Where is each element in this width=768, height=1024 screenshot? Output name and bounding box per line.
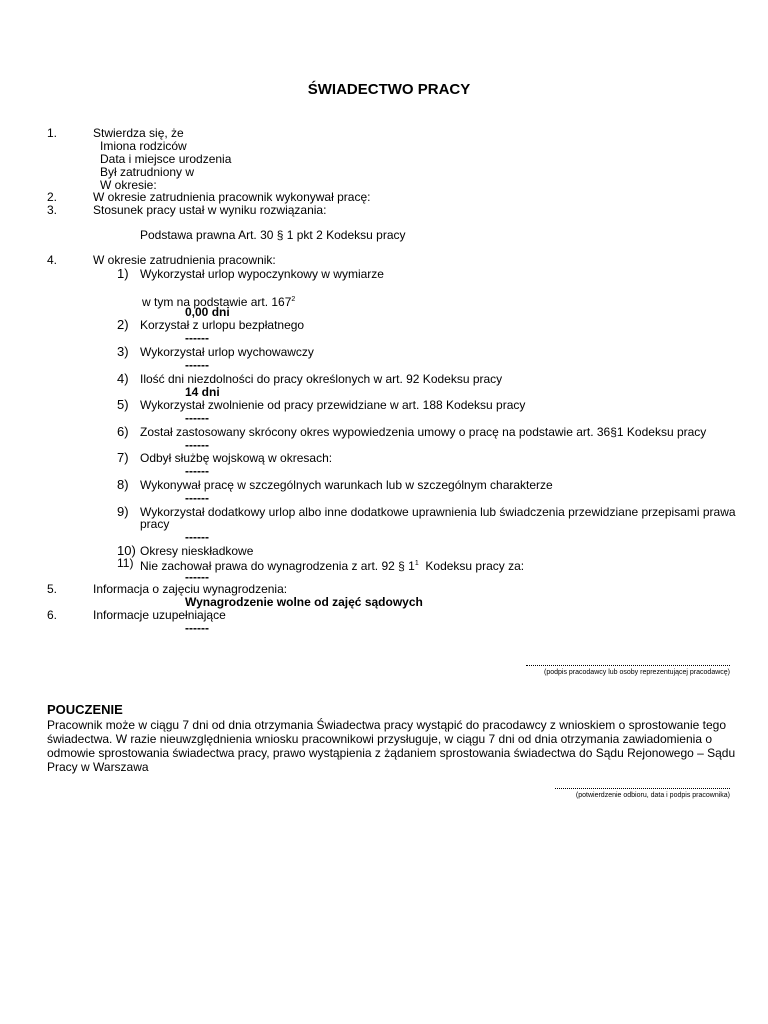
- section-5-text: Informacja o zajęciu wynagrodzenia:: [93, 582, 288, 596]
- item-number: 5): [117, 397, 129, 412]
- item-number: 11): [117, 556, 134, 570]
- employer-signature-line: [526, 665, 730, 666]
- item-value: ------: [185, 438, 209, 452]
- section-6-text: Informacje uzupełniające: [93, 608, 226, 622]
- item-text: Korzystał z urlopu bezpłatnego: [140, 318, 305, 332]
- item-text-continued: pracy: [140, 517, 170, 531]
- employer-signature-caption: (podpis pracodawcy lub osoby reprezentującej pracodawcę): [544, 669, 730, 676]
- item-number: 7): [117, 450, 129, 465]
- item-number: 8): [117, 477, 129, 492]
- item-value: ------: [185, 530, 209, 544]
- period-label: W okresie:: [100, 178, 157, 192]
- item-text: Wykorzystał zwolnienie od pracy przewidziane w art. 188 Kodeksu pracy: [140, 398, 526, 412]
- section-1-text: Stwierdza się, że: [93, 126, 184, 140]
- item-text: Ilość dni niezdolności do pracy określonych w art. 92 Kodeksu pracy: [140, 372, 503, 386]
- document-title: ŚWIADECTWO PRACY: [307, 81, 471, 98]
- employee-signature-caption: (potwierdzenie odbioru, data i podpis pracownika): [575, 792, 730, 799]
- item-number: 2): [117, 317, 129, 332]
- item-number: 1): [117, 266, 129, 281]
- section-3-text: Stosunek pracy ustał w wyniku rozwiązania:: [93, 203, 327, 217]
- birth-date-place-label: Data i miejsce urodzenia: [100, 152, 232, 166]
- item-value: 14 dni: [185, 385, 220, 399]
- item-value: ------: [185, 464, 209, 478]
- item-number: 9): [117, 504, 129, 519]
- item-value: ------: [185, 491, 209, 505]
- item-text: Wykorzystał dodatkowy urlop albo inne dodatkowe uprawnienia lub świadczenia przewidziane przepisami prawa: [140, 505, 736, 519]
- section-4-text: W okresie zatrudnienia pracownik:: [93, 253, 276, 267]
- pouczenie-text: Pracownik może w ciągu 7 dni od dnia otrzymania Świadectwa pracy wystąpić do pracodawcy z wnioskiem o sprostowanie tego świadectwa. W razie nieuwzględnienia wniosku pracownikowi przysługuje, w ciągu 7 dni od dnia otrzymania zawiadomienia o odmowie sprostowania świadectwa pracy, prawo wystąpienia z żądaniem sprostowania świadectwa do Sądu Rejonowego – Sądu Pracy w Warszawa: [47, 718, 736, 774]
- section-6-value: ------: [185, 621, 209, 635]
- section-2-number: 2.: [47, 190, 58, 204]
- item-text: Okresy nieskładkowe: [140, 544, 254, 558]
- employee-signature-line: [555, 788, 730, 789]
- item-text: Wykonywał pracę w szczególnych warunkach lub w szczególnym charakterze: [140, 478, 553, 492]
- item-number: 4): [117, 371, 129, 386]
- pouczenie-heading: POUCZENIE: [47, 702, 123, 717]
- section-4-number: 4.: [47, 253, 58, 267]
- item-text: Nie zachował prawa do wynagrodzenia z art. 92 § $1^1$ Kodeksu pracy za:: [140, 559, 525, 573]
- employed-at-label: Był zatrudniony w: [100, 165, 195, 179]
- section-1-number: 1.: [47, 126, 58, 140]
- legal-basis: Podstawa prawna Art. 30 § 1 pkt 2 Kodeksu pracy: [140, 228, 406, 242]
- section-6-number: 6.: [47, 608, 58, 622]
- section-2-text: W okresie zatrudnienia pracownik wykonywał pracę:: [93, 190, 371, 204]
- item-value: ------: [185, 331, 209, 345]
- section-5-number: 5.: [47, 582, 58, 596]
- section-3-number: 3.: [47, 203, 58, 217]
- item-subtext: w tym na podstawie art. $167^2$: [142, 295, 296, 309]
- item-text: Wykorzystał urlop wypoczynkowy w wymiarze: [140, 267, 384, 281]
- item-text: Odbył służbę wojskową w okresach:: [140, 451, 333, 465]
- parents-names-label: Imiona rodziców: [100, 139, 187, 153]
- item-number: 3): [117, 344, 129, 359]
- item-number: 6): [117, 424, 129, 439]
- item-value: ------: [185, 358, 209, 372]
- item-text: Wykorzystał urlop wychowawczy: [140, 345, 314, 359]
- item-value: 0,00 dni: [185, 305, 230, 319]
- item-number: 10): [117, 543, 136, 558]
- item-value: ------: [185, 411, 209, 425]
- item-text: Został zastosowany skrócony okres wypowiedzenia umowy o pracę na podstawie art. 36§1 Kodeksu pracy: [140, 425, 707, 439]
- item-value: ------: [185, 570, 209, 584]
- section-5-value: Wynagrodzenie wolne od zajęć sądowych: [185, 595, 423, 609]
